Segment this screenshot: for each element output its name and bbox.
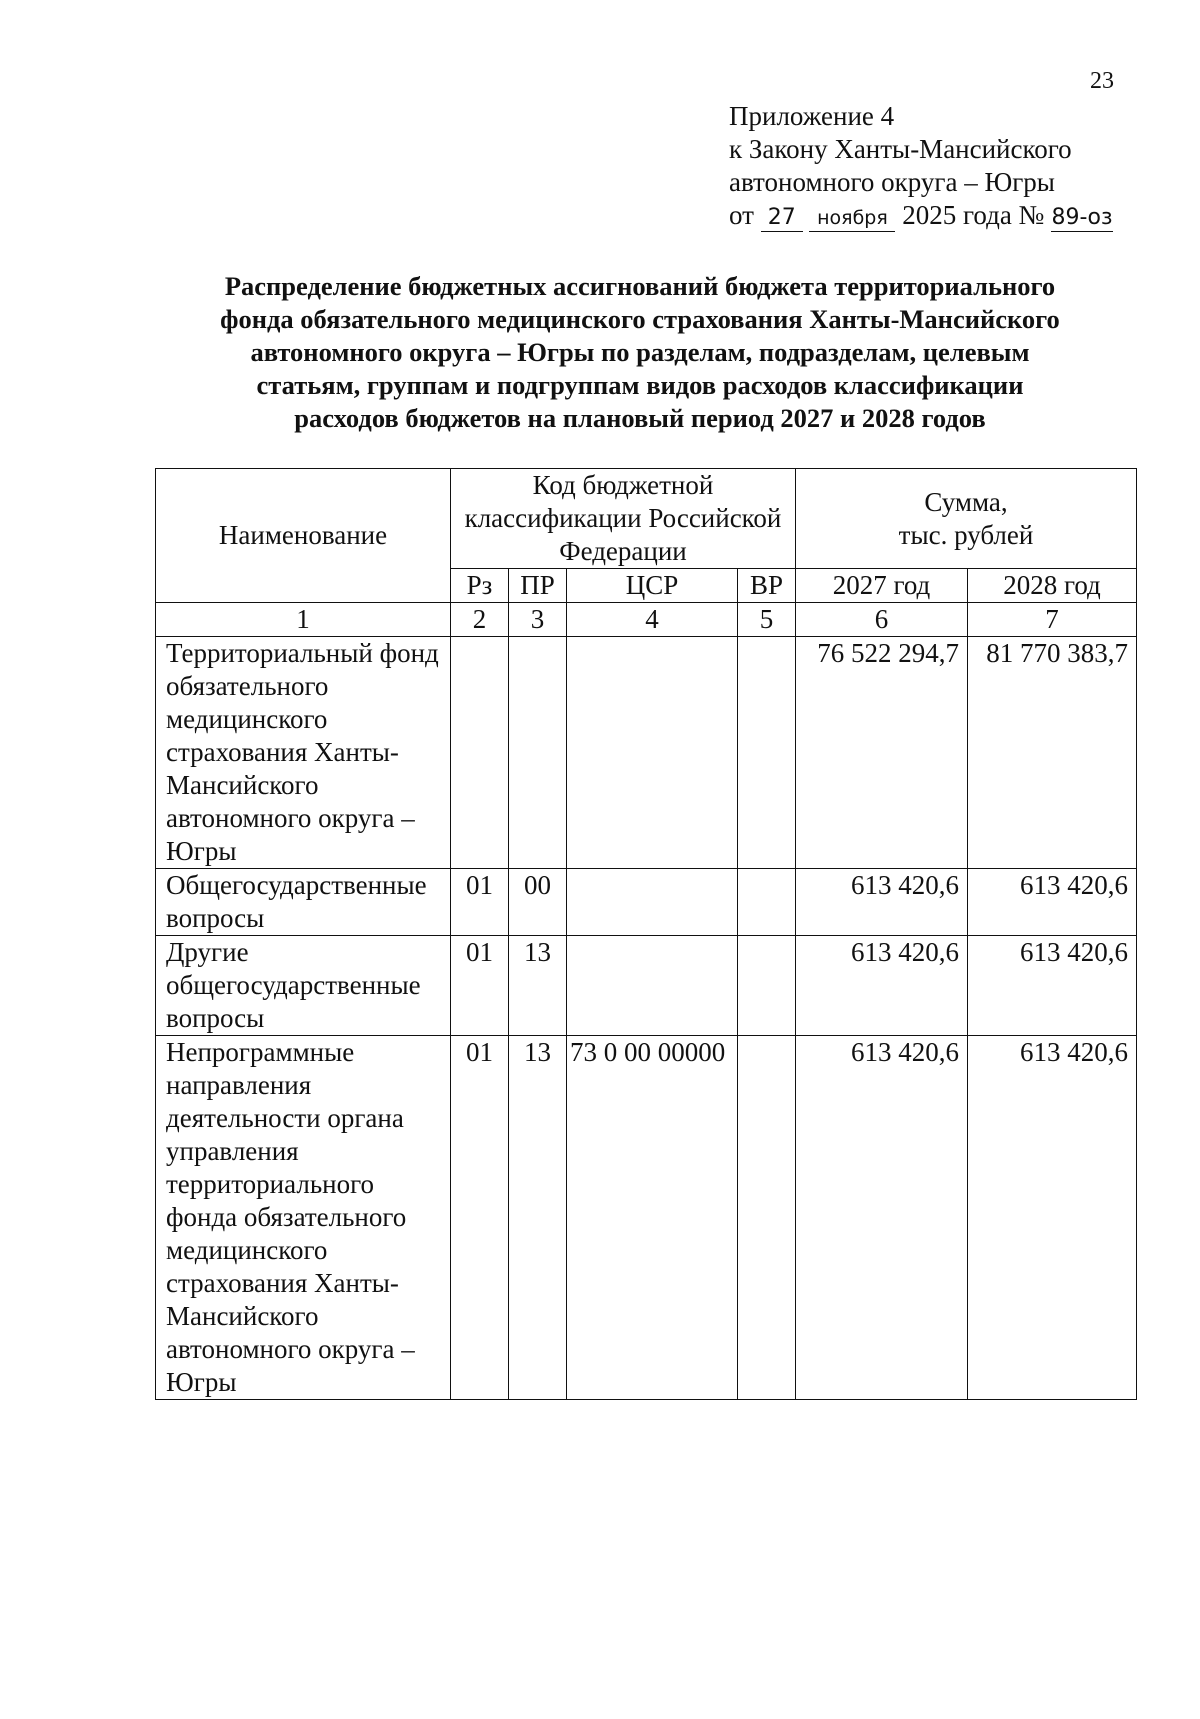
row-pr xyxy=(509,637,567,869)
appendix-line-1: Приложение 4 xyxy=(729,101,895,131)
row-name: Общегосударственные вопросы xyxy=(156,869,451,936)
row-vr xyxy=(738,936,796,1036)
row-sum-2027: 613 420,6 xyxy=(796,936,968,1036)
row-vr xyxy=(738,637,796,869)
row-rz: 01 xyxy=(451,1036,509,1400)
table-row xyxy=(156,936,1137,1036)
header-pr: ПР xyxy=(509,569,567,603)
page-number: 23 xyxy=(1090,68,1114,94)
row-name: Непрограммные направления деятельности органа управления территориального фонда обязательного медицинского страхования Ханты-Мансийского автономного округа – Югры xyxy=(156,1036,451,1400)
row-sum-2027: 613 420,6 xyxy=(796,869,968,936)
table-row xyxy=(156,869,1137,936)
row-sum-2027: 76 522 294,7 xyxy=(796,637,968,869)
header-rz: Рз xyxy=(451,569,509,603)
appendix-line-3: автономного округа – Югры xyxy=(729,167,1055,197)
column-number: 1 xyxy=(156,603,451,637)
column-number: 3 xyxy=(509,603,567,637)
row-sum-2028: 613 420,6 xyxy=(968,1036,1137,1400)
law-number: 89-оз xyxy=(1051,205,1113,230)
column-number: 4 xyxy=(567,603,738,637)
row-pr: 13 xyxy=(509,1036,567,1400)
row-name: Другие общегосударственные вопросы xyxy=(156,936,451,1036)
row-name: Территориальный фонд обязательного медицинского страхования Ханты-Мансийского автономного округа – Югры xyxy=(156,637,451,869)
header-2028: 2028 год xyxy=(968,569,1137,603)
column-number: 7 xyxy=(968,603,1137,637)
table-row xyxy=(156,1036,1137,1400)
title-line: статьям, группам и подгруппам видов расходов классификации xyxy=(256,370,1024,400)
header-vr: ВР xyxy=(738,569,796,603)
column-number: 5 xyxy=(738,603,796,637)
column-number: 2 xyxy=(451,603,509,637)
title-line: автономного округа – Югры по разделам, подразделам, целевым xyxy=(250,337,1030,367)
title-line: фонда обязательного медицинского страхования Ханты-Мансийского xyxy=(220,304,1060,334)
date-day: 27 xyxy=(761,205,803,232)
header-2027: 2027 год xyxy=(796,569,968,603)
date-prefix: от xyxy=(729,200,754,230)
table-row xyxy=(156,637,1137,869)
column-number: 6 xyxy=(796,603,968,637)
row-sum-2027: 613 420,6 xyxy=(796,1036,968,1400)
row-rz: 01 xyxy=(451,936,509,1036)
row-pr: 13 xyxy=(509,936,567,1036)
header-code-group: Код бюджетной классификации Российской Федерации xyxy=(451,469,796,569)
row-csr xyxy=(567,637,738,869)
header-sum-line-1: Сумма, xyxy=(924,486,1008,517)
row-csr xyxy=(567,936,738,1036)
appendix-block xyxy=(729,100,1113,232)
header-sum-group xyxy=(796,469,1137,569)
row-rz xyxy=(451,637,509,869)
appendix-date-line xyxy=(729,199,1113,232)
header-name: Наименование xyxy=(156,469,451,603)
header-csr: ЦСР xyxy=(567,569,738,603)
row-sum-2028: 613 420,6 xyxy=(968,936,1137,1036)
date-month: ноября xyxy=(809,205,895,232)
appendix-line-2: к Закону Ханты-Мансийского xyxy=(729,134,1072,164)
title-line: расходов бюджетов на плановый период 2027 и 2028 годов xyxy=(294,403,986,433)
budget-table xyxy=(155,468,1137,1400)
date-year: 2025 года № xyxy=(902,200,1045,230)
row-sum-2028: 81 770 383,7 xyxy=(968,637,1137,869)
row-pr: 00 xyxy=(509,869,567,936)
title-line: Распределение бюджетных ассигнований бюджета территориального xyxy=(224,271,1056,301)
row-rz: 01 xyxy=(451,869,509,936)
header-sum-line-2: тыс. рублей xyxy=(898,519,1034,550)
row-csr xyxy=(567,869,738,936)
document-title xyxy=(130,270,1150,435)
row-vr xyxy=(738,869,796,936)
row-csr: 73 0 00 00000 xyxy=(567,1036,738,1400)
row-sum-2028: 613 420,6 xyxy=(968,869,1137,936)
row-vr xyxy=(738,1036,796,1400)
